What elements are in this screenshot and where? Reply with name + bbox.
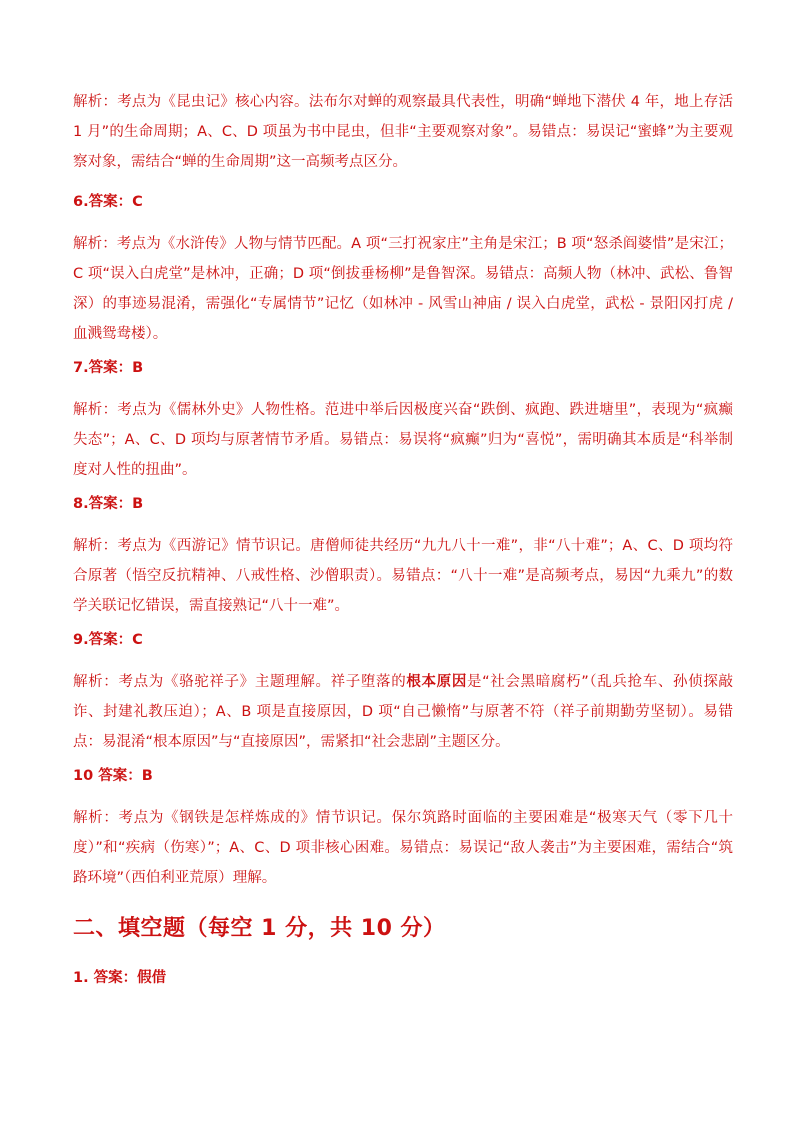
answer-q9: 9.答案：C bbox=[73, 632, 143, 648]
analysis-q9-emphasis: 根本原因 bbox=[406, 674, 467, 690]
analysis-q9-text-2: 是“社会黑暗腐朽”（乱兵抢车、孙侦探敲诈、封建礼教压迫）；A、B 项是直接原因，D 项“自己懒惰”与原著不符（祥子前期勤劳坚韧）。易错点：易混淆“根本原因”与“直接原因”，需紧扣“社会悲剧”主题区分。 bbox=[73, 674, 734, 750]
section-title: 二、填空题（每空 1 分，共 10 分） bbox=[73, 916, 446, 941]
analysis-q6: 解析：考点为《水浒传》人物与情节匹配。A 项“三打祝家庄”主角是宋江；B 项“怒杀阎婆惜”是宋江；C 项“误入白虎堂”是林冲，正确；D 项“倒拔垂杨柳”是鲁智深。易错点：高频人物（林冲、武松、鲁智深）的事迹易混淆，需强化“专属情节”记忆（如林冲 - 风雪山神庙 / 误入白虎堂，武松 - 景阳冈打虎 / 血溅鸳鸯楼）。 bbox=[73, 236, 733, 342]
answer-q6: 6.答案：C bbox=[73, 194, 143, 210]
analysis-q10: 解析：考点为《钢铁是怎样炼成的》情节识记。保尔筑路时面临的主要困难是“极寒天气（零下几十度）”和“疾病（伤寒）”；A、C、D 项非核心困难。易错点：易误记“敌人袭击”为主要困难，需结合“筑路环境”（西伯利亚荒原）理解。 bbox=[73, 810, 733, 886]
analysis-q5: 解析：考点为《昆虫记》核心内容。法布尔对蝉的观察最具代表性，明确“蝉地下潜伏 4 年，地上存活 1 月”的生命周期；A、C、D 项虽为书中昆虫，但非“主要观察对象”。易错点：易误记“蜜蜂”为主要观察对象，需结合“蝉的生命周期”这一高频考点区分。 bbox=[73, 94, 733, 170]
analysis-q9-text-1: 解析：考点为《骆驼祥子》主题理解。祥子堕落的 bbox=[73, 674, 407, 690]
answer-q10: 10 答案：B bbox=[73, 768, 153, 784]
analysis-q9 bbox=[73, 667, 733, 757]
answer-q7: 7.答案：B bbox=[73, 360, 144, 376]
analysis-q8: 解析：考点为《西游记》情节识记。唐僧师徒共经历“九九八十一难”，非“八十难”；A、C、D 项均符合原著（悟空反抗精神、八戒性格、沙僧职责）。易错点：“八十一难”是高频考点，易因“九乘九”的数学关联记忆错误，需直接熟记“八十一难”。 bbox=[73, 538, 733, 614]
answer-q8: 8.答案：B bbox=[73, 496, 144, 512]
analysis-q7: 解析：考点为《儒林外史》人物性格。范进中举后因极度兴奋“跌倒、疯跑、跌进塘里”，表现为“疯癫失态”；A、C、D 项均与原著情节矛盾。易错点：易误将“疯癫”归为“喜悦”，需明确其本质是“科举制度对人性的扭曲”。 bbox=[73, 402, 733, 478]
fill-answer-1: 1. 答案：假借 bbox=[73, 970, 167, 986]
